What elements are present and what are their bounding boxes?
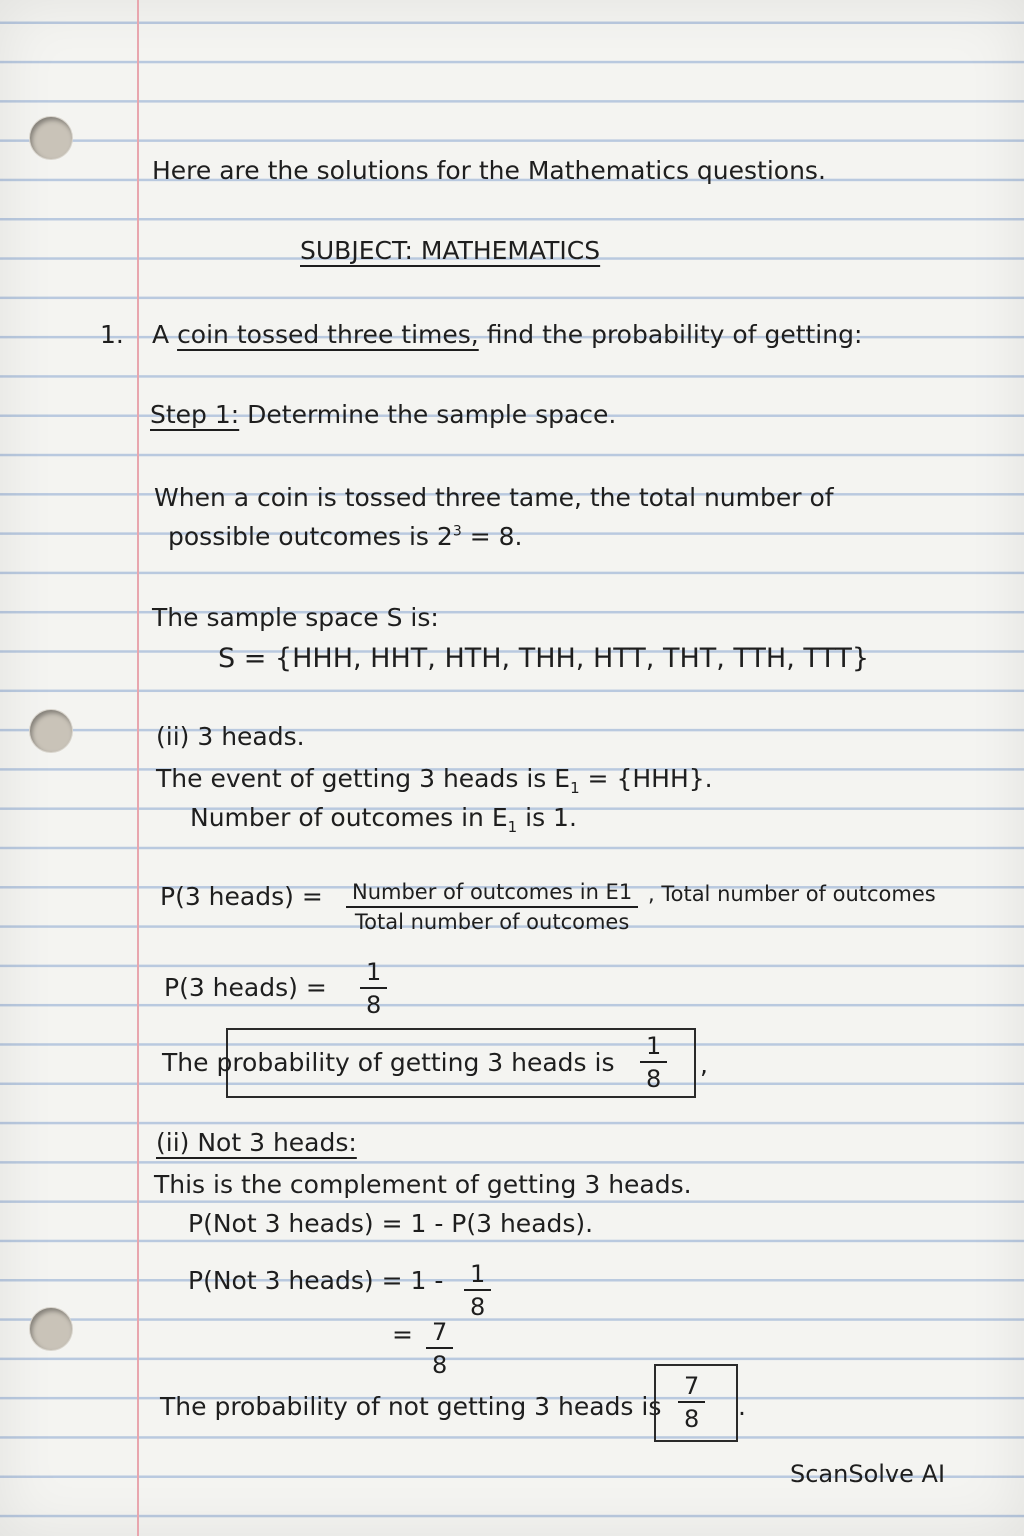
answer-2-denominator: 8 xyxy=(684,1405,700,1433)
part-ii-heading: (ii) Not 3 heads: xyxy=(156,1128,357,1157)
answer-2-text: The probability of not getting 3 heads is xyxy=(160,1392,662,1421)
answer-2-numerator: 7 xyxy=(678,1374,705,1403)
value-fraction xyxy=(360,960,387,1017)
count-line xyxy=(190,805,577,835)
intro-text: Here are the solutions for the Mathematics questions. xyxy=(152,156,826,185)
question-underlined: coin tossed three times, xyxy=(177,320,479,349)
punch-hole xyxy=(30,710,72,752)
event-line xyxy=(156,766,713,796)
exponent: 3 xyxy=(452,523,462,540)
question-text xyxy=(152,322,862,347)
punch-hole xyxy=(30,1308,72,1350)
answer-2-end: . xyxy=(738,1392,746,1421)
margin-line xyxy=(137,0,139,1536)
result-denominator: 8 xyxy=(432,1351,448,1379)
punch-hole xyxy=(30,117,72,159)
result-numerator: 7 xyxy=(426,1320,453,1349)
watermark: ScanSolve AI xyxy=(790,1460,946,1488)
para1-line2-pre: possible outcomes is 2 xyxy=(168,522,453,551)
result-equals: = xyxy=(392,1320,413,1349)
calc-fraction xyxy=(464,1262,491,1319)
count-sub: 1 xyxy=(507,818,518,836)
para1-line2 xyxy=(168,524,522,549)
answer-1-denominator: 8 xyxy=(646,1065,662,1093)
answer-1-text: The probability of getting 3 heads is xyxy=(162,1048,615,1077)
part-i-heading: (ii) 3 heads. xyxy=(156,722,305,751)
formula-denominator: Total number of outcomes xyxy=(354,910,630,934)
value-numerator: 1 xyxy=(360,960,387,989)
question-prefix: A xyxy=(152,320,170,349)
formula-lhs: P(3 heads) = xyxy=(160,882,323,911)
answer-2-fraction xyxy=(678,1374,705,1431)
sample-set: S = {HHH, HHT, HTH, THH, HTT, THT, TTH, TTT} xyxy=(218,643,870,674)
subject-heading: SUBJECT: MATHEMATICS xyxy=(300,236,601,265)
answer-1-fraction xyxy=(640,1034,667,1091)
value-denominator: 8 xyxy=(366,991,382,1019)
event-pre: The event of getting 3 heads is E xyxy=(156,764,571,793)
formula-numerator: Number of outcomes in E1 xyxy=(346,882,638,908)
step1-text: Determine the sample space. xyxy=(247,400,617,429)
count-pre: Number of outcomes in E xyxy=(190,803,508,832)
answer-1-end: , xyxy=(700,1050,708,1079)
calc-lhs: P(Not 3 heads) = 1 - xyxy=(188,1266,444,1295)
event-sub: 1 xyxy=(570,779,580,797)
question-number: 1. xyxy=(100,320,124,349)
step1-label: Step 1: xyxy=(150,400,240,429)
step1-line xyxy=(150,402,616,427)
complement-line: This is the complement of getting 3 heads. xyxy=(154,1170,692,1199)
count-post: is 1. xyxy=(517,803,577,832)
answer-1-numerator: 1 xyxy=(640,1034,667,1063)
question-rest: find the probability of getting: xyxy=(486,320,863,349)
result-fraction xyxy=(426,1320,453,1377)
value-lhs: P(3 heads) = xyxy=(164,973,327,1002)
calc-numerator: 1 xyxy=(464,1262,491,1291)
formula-fraction xyxy=(346,882,638,933)
formula-side: , Total number of outcomes xyxy=(648,882,936,906)
para1-line1: When a coin is tossed three tame, the total number of xyxy=(154,483,834,512)
complement-formula: P(Not 3 heads) = 1 - P(3 heads). xyxy=(188,1209,594,1238)
calc-denominator: 8 xyxy=(470,1293,486,1321)
para1-line2-post: = 8. xyxy=(461,522,523,551)
event-post: = {HHH}. xyxy=(579,764,713,793)
sample-intro: The sample space S is: xyxy=(152,603,439,632)
